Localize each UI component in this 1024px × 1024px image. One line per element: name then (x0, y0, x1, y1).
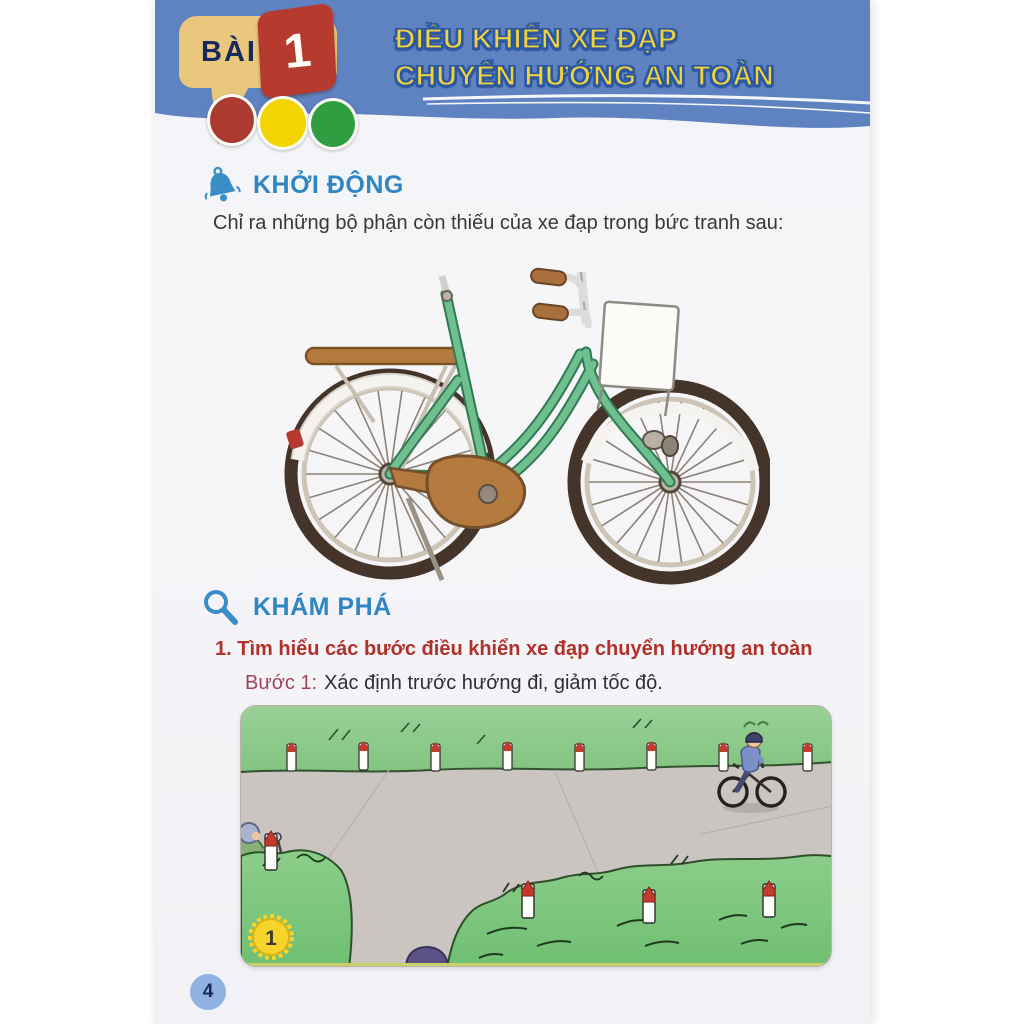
road-scene-illustration (241, 706, 832, 967)
handlebar (530, 268, 588, 328)
discover-heading: KHÁM PHÁ (253, 592, 392, 621)
lesson-title-line2: CHUYỂN HƯỚNG AN TOÀN (395, 60, 775, 91)
step-1-text: Xác định trước hướng đi, giảm tốc độ. (324, 672, 663, 694)
figure-number: 1 (265, 927, 277, 950)
page-number: 4 (202, 981, 214, 1002)
step-1-label: Bước 1: (245, 672, 318, 694)
lesson-banner (155, 0, 870, 150)
dynamo (662, 436, 678, 456)
bell-icon (201, 164, 241, 206)
figure-bottom-edge (241, 963, 832, 967)
bicycle-missing-parts-illustration (250, 262, 770, 587)
empty-seat-post (442, 276, 452, 301)
road-scene-figure (240, 705, 832, 967)
traffic-light-red-icon (207, 94, 257, 146)
magnifier-icon (199, 586, 241, 628)
traffic-light-green-icon (308, 98, 358, 150)
page-number-badge (190, 974, 226, 1010)
discover-topic-heading: 1. Tìm hiểu các bước điều khiển xe đạp chuyển hướng an toàn (215, 638, 813, 660)
warmup-instruction: Chỉ ra những bộ phận còn thiếu của xe đạp trong bức tranh sau: (213, 212, 784, 234)
warmup-section-header (201, 164, 404, 206)
lesson-title-line1: ĐIỀU KHIỂN XE ĐẠP (395, 23, 678, 54)
warmup-heading: KHỞI ĐỘNG (253, 170, 404, 199)
lesson-label: BÀI (201, 35, 257, 68)
step-1-line (245, 672, 845, 695)
lesson-number-badge (257, 3, 337, 100)
lesson-title (395, 20, 774, 94)
discover-section-header (199, 586, 392, 628)
traffic-light-yellow-icon (257, 96, 309, 150)
textbook-page (155, 0, 870, 1024)
lesson-number: 1 (280, 23, 314, 79)
